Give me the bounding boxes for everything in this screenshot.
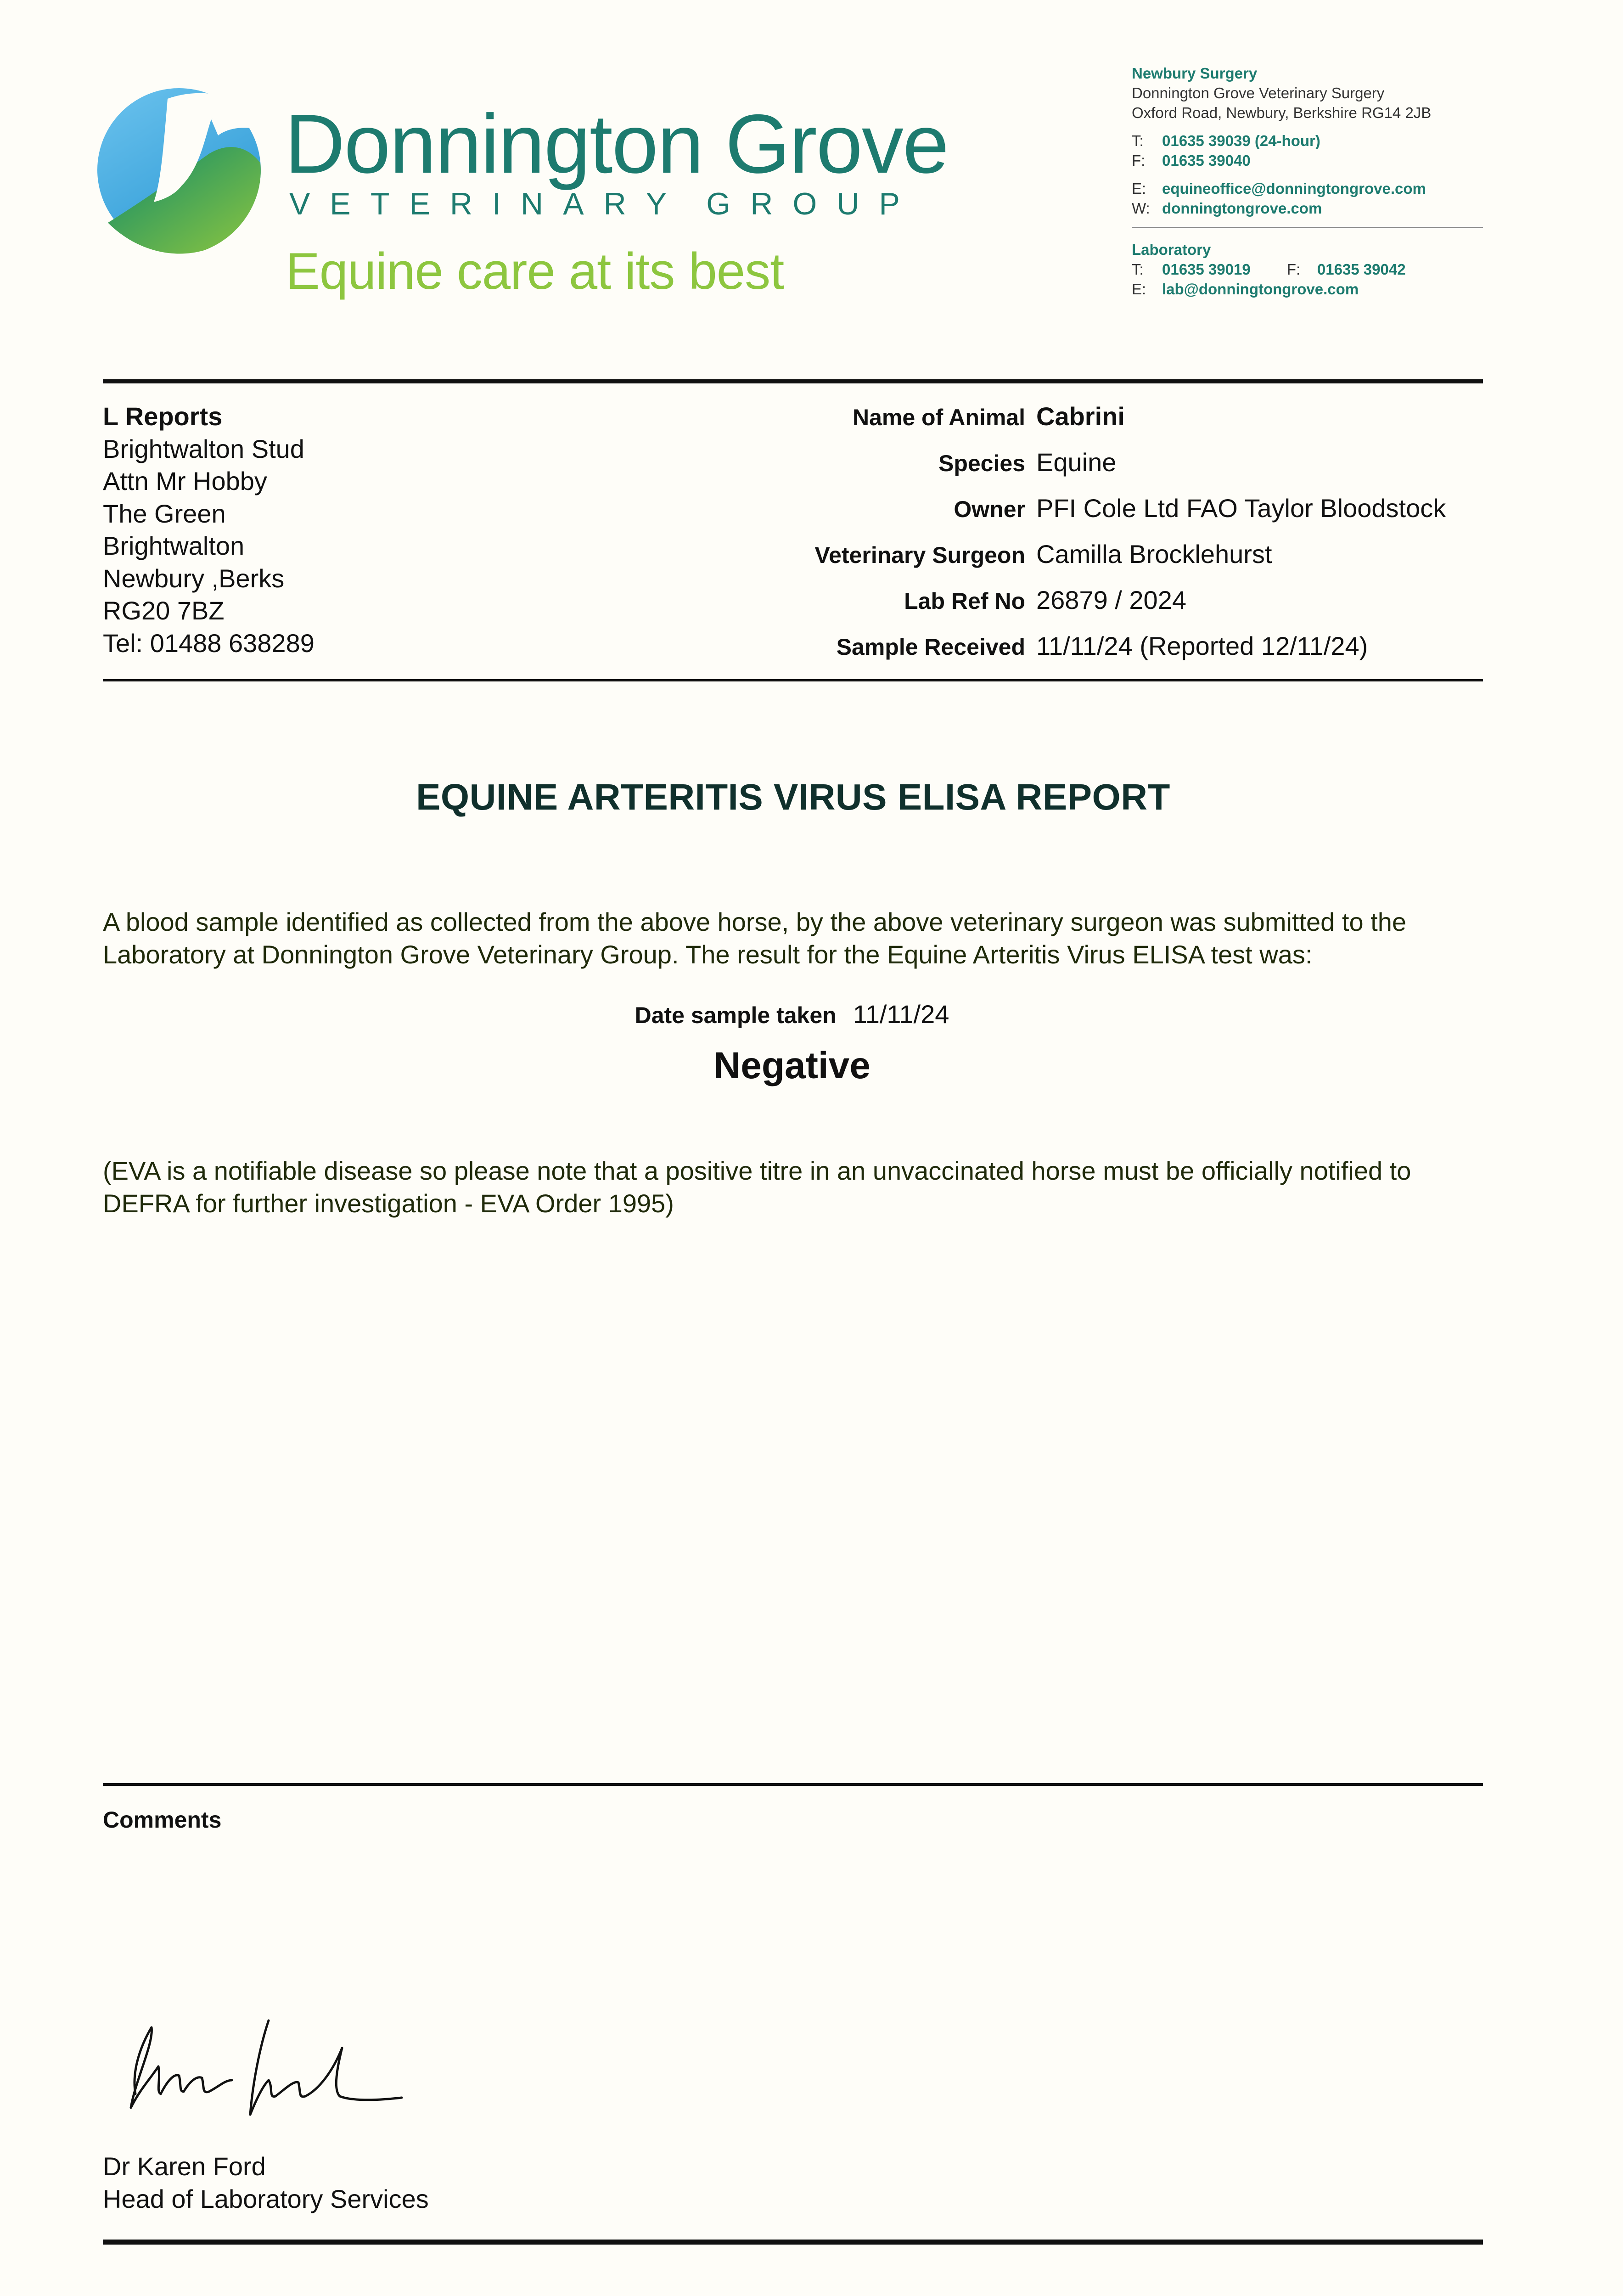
detail-label: Lab Ref No [904,588,1025,614]
animal-details [698,401,1488,677]
date-sample-taken [0,999,1584,1029]
detail-value: Cabrini [1036,402,1125,431]
date-label: Date sample taken [635,1002,837,1028]
surgery-tel: T: 01635 39039 (24-hour) [1132,132,1320,149]
surgery-web-link[interactable]: donningtongrove.com [1162,200,1322,217]
signatory-role: Head of Laboratory Services [103,2184,429,2213]
test-result: Negative [713,1045,870,1086]
signatory [103,2150,429,2215]
address-line: Tel: 01488 638289 [103,628,314,658]
brand-name: Donnington Grove [285,97,949,191]
lab-email: E: lab@donningtongrove.com [1132,281,1359,298]
detail-label: Sample Received [836,634,1025,660]
contact-divider [1132,227,1483,228]
address-line: Brightwalton [103,531,245,560]
report-intro: A blood sample identified as collected from the above horse, by the above veterinary surgeon was submitted to the Laboratory at Donnington Grove Veterinary Group. The result for the Equine Arteritis Virus ELISA test was: [103,907,1406,969]
lab-heading: Laboratory [1132,241,1211,258]
details-divider [103,679,1483,681]
bottom-divider [103,2240,1483,2245]
detail-row [698,539,1488,585]
detail-label: Owner [954,496,1025,522]
signature-image [117,2011,484,2131]
detail-value: PFI Cole Ltd FAO Taylor Bloodstock [1036,494,1446,523]
detail-label: Species [938,450,1025,476]
detail-value: 11/11/24 (Reported 12/11/24) [1036,631,1368,660]
detail-row [698,585,1488,631]
detail-label: Name of Animal [852,405,1025,430]
surgery-name: Donnington Grove Veterinary Surgery [1132,84,1385,101]
address-line: Attn Mr Hobby [103,467,267,495]
surgery-contact-block [1132,63,1431,218]
surgery-fax: F: 01635 39040 [1132,152,1251,169]
address-line: Brightwalton Stud [103,434,304,463]
top-divider [103,379,1483,383]
comments-divider [103,1783,1483,1786]
surgery-email-link[interactable]: equineoffice@donningtongrove.com [1162,180,1426,197]
detail-row [698,401,1488,447]
recipient-address [103,400,314,659]
surgery-email: E: equineoffice@donningtongrove.com [1132,180,1426,197]
address-line: L Reports [103,402,223,431]
lab-contact-block [1132,240,1406,299]
date-value: 11/11/24 [853,1000,949,1029]
address-line: RG20 7BZ [103,596,225,625]
notifiable-disease-notice: (EVA is a notifiable disease so please note that a positive titre in an unvaccinated horse must be officially notified to DEFRA for further investigation - EVA Order 1995) [103,1156,1411,1218]
detail-row [698,631,1488,677]
surgery-web: W: donningtongrove.com [1132,200,1322,217]
brand-subtitle: V E T E R I N A R Y G R O U P [289,186,900,221]
detail-label: Veterinary Surgeon [814,542,1025,568]
surgery-address: Oxford Road, Newbury, Berkshire RG14 2JB [1132,104,1432,121]
lab-email-link[interactable]: lab@donningtongrove.com [1162,281,1359,298]
comments-label: Comments [103,1807,222,1833]
brand-tagline: Equine care at its best [286,242,784,300]
logo-icon [94,85,264,255]
detail-row [698,493,1488,539]
surgery-heading: Newbury Surgery [1132,65,1258,82]
detail-value: 26879 / 2024 [1036,585,1186,614]
detail-row [698,447,1488,493]
detail-value: Camilla Brocklehurst [1036,540,1272,568]
signatory-name: Dr Karen Ford [103,2152,266,2181]
detail-value: Equine [1036,448,1117,477]
address-line: Newbury ,Berks [103,563,285,593]
lab-phone-fax: T: 01635 39019 F: 01635 39042 [1132,261,1406,278]
report-title: EQUINE ARTERITIS VIRUS ELISA REPORT [416,777,1170,817]
address-line: The Green [103,499,226,528]
